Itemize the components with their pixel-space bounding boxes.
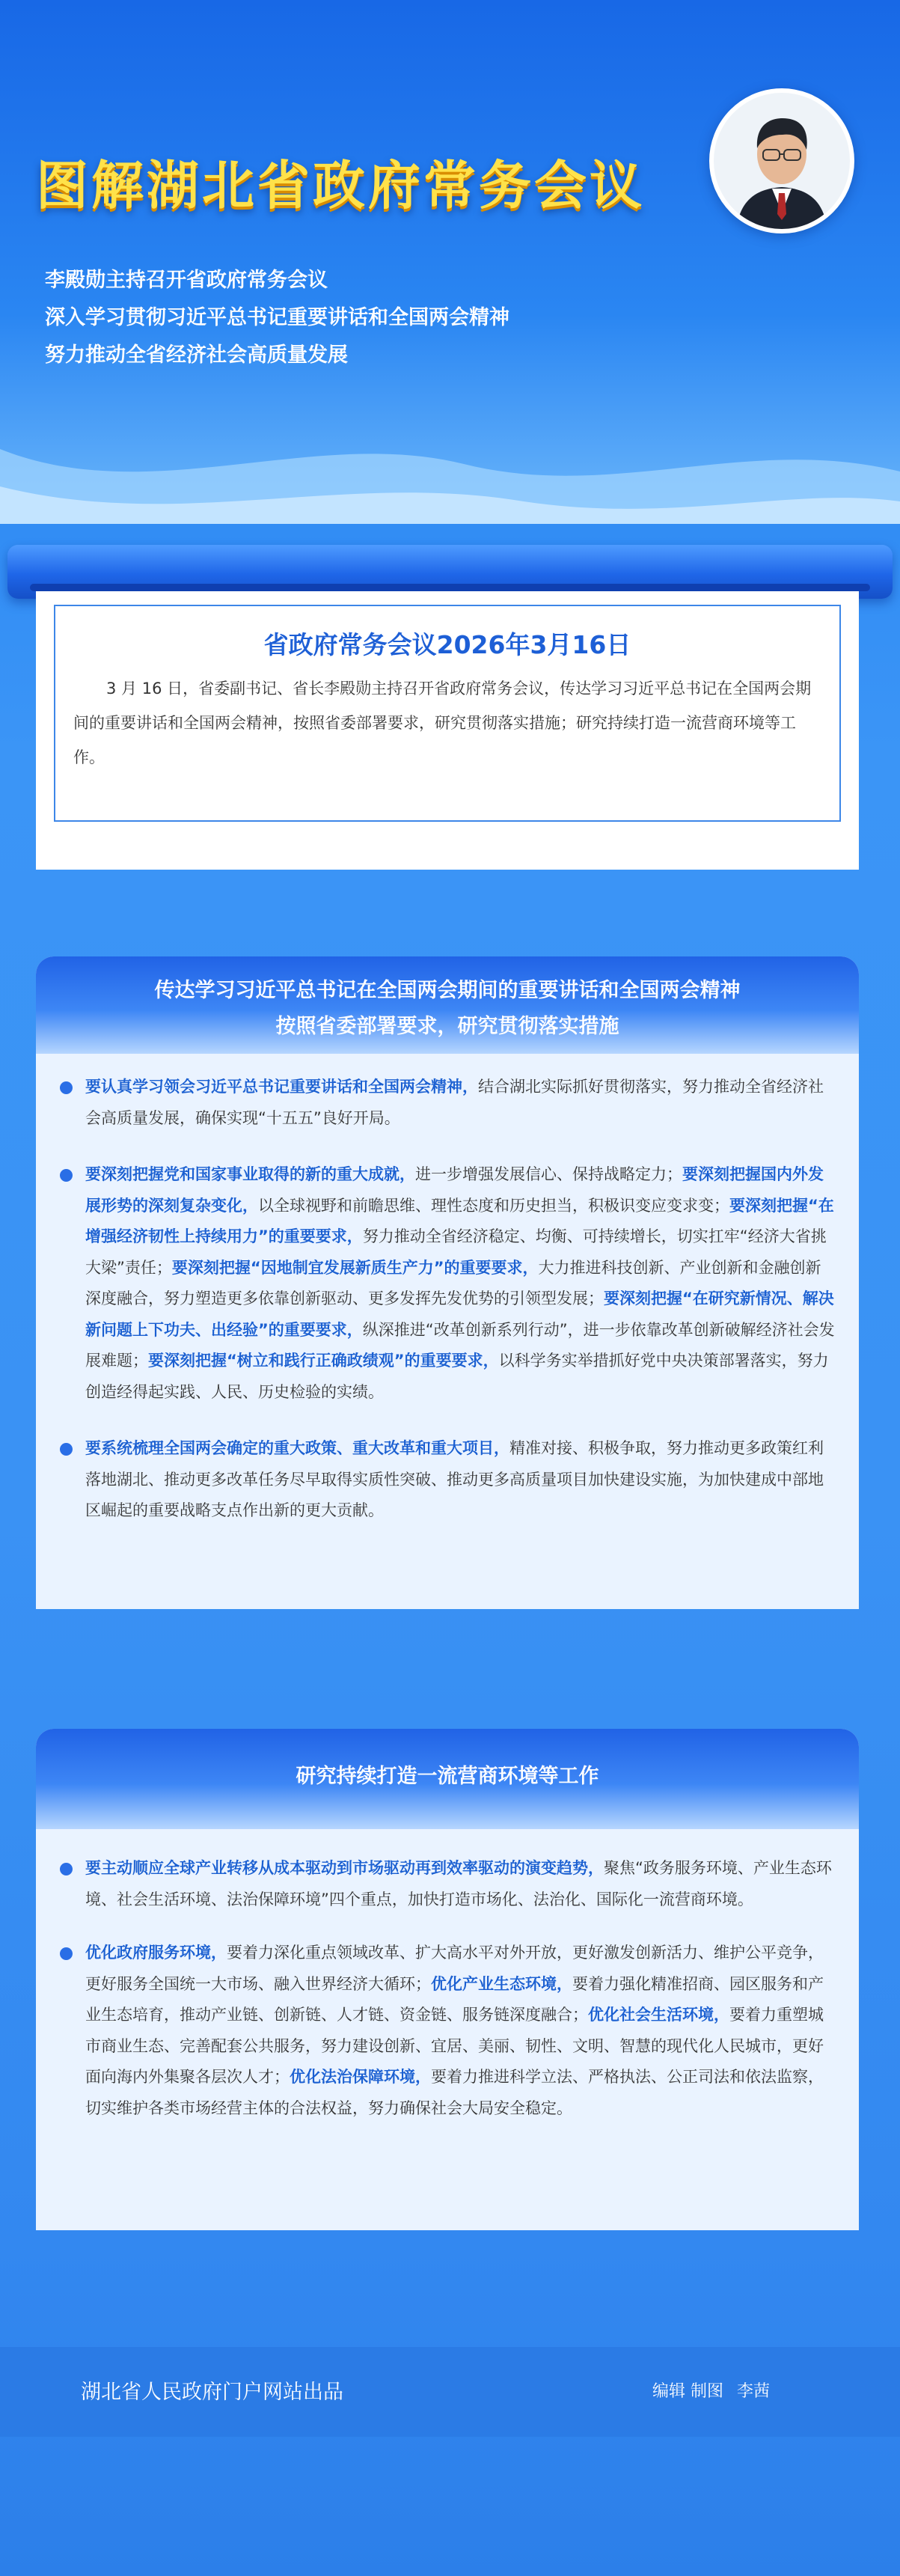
bullet-paragraph [60, 1433, 835, 1527]
body-text: 精准对接、积极争取，努力推动更多政策红利落地湖北、推动更多改革任务尽早取得实质性突破、推动更多高质量项目加快建设实施，为加快建成中部地区崛起的重要战略支点作出新的更大贡献。 [85, 1439, 824, 1519]
section-heading-line: 传达学习习近平总书记在全国两会期间的重要讲话和全国两会精神 [154, 979, 741, 1002]
highlight-text: 要主动顺应全球产业转移从成本驱动到市场驱动再到效率驱动的演变趋势， [85, 1859, 604, 1877]
section-two-sessions [36, 956, 859, 1609]
section-heading-line: 按照省委部署要求，研究贯彻落实措施 [275, 1015, 619, 1038]
section-heading-line: 研究持续打造一流营商环境等工作 [296, 1765, 599, 1788]
bullet-paragraph [60, 1938, 835, 2124]
highlight-text: 要深刻把握“树立和践行正确政绩观”的重要要求， [148, 1352, 499, 1370]
section-header [36, 1729, 859, 1829]
meeting-title: 省政府常务会议2026年3月16日 [263, 630, 631, 659]
page-title: 图解湖北省政府常务会议 [36, 155, 645, 216]
subtitle-line: 深入学习贯彻习近平总书记重要讲话和全国两会精神 [45, 306, 509, 329]
subtitle-list [45, 262, 509, 374]
footer-credits [652, 2378, 770, 2402]
highlight-text: 要系统梳理全国两会确定的重大政策、重大改革和重大项目， [85, 1439, 509, 1457]
highlight-text: 优化法治保障环境， [290, 2068, 431, 2086]
body-text: 要着力强化精准招商、园区服务和产业生态培育，推动产业链、创新链、人才链、资金链、服务链深度融合； [85, 1974, 824, 2024]
highlight-text: 优化政府服务环境， [85, 1944, 227, 1962]
footer-source: 湖北省人民政府门户网站出品 [81, 2381, 343, 2404]
wave-decoration [0, 419, 900, 524]
body-text: 要着力深化重点领域改革、扩大高水平对外开放，更好激发创新活力、维护公平竞争，更好服务全国统一大市场、融入世界经济大循环； [85, 1944, 824, 1993]
body-text: 要着力推进科学立法、严格执法、公正司法和依法监察，切实维护各类市场经营主体的合法权益，努力确保社会大局安全稳定。 [85, 2068, 824, 2117]
subtitle-line: 李殿勋主持召开省政府常务会议 [45, 269, 328, 292]
highlight-text: 优化社会生活环境， [588, 2006, 729, 2024]
bullet-paragraph [60, 1072, 835, 1134]
highlight-text: 要深刻把握“在增强经济韧性上持续用力”的重要要求， [85, 1196, 834, 1245]
body-text: 聚焦“政务服务环境、产业生态环境、社会生活环境、法治保障环境”四个重点，加快打造市场化、法治化、国际化一流营商环境。 [85, 1859, 832, 1908]
highlight-text: 要深刻把握“在研究新情况、解决新问题上下功夫、出经验”的重要要求， [85, 1289, 834, 1339]
section-business-environment [36, 1729, 859, 2230]
highlight-text: 要深刻把握党和国家事业取得的新的重大成就， [85, 1165, 415, 1183]
body-text: 要着力重塑城市商业生态、完善配套公共服务，努力建设创新、宜居、美丽、韧性、文明、智慧的现代化人民城市，更好面向海内外集聚各层次人才； [85, 2006, 824, 2086]
subtitle-line: 努力推动全省经济社会高质量发展 [45, 344, 348, 367]
body-text: 大力推进科技创新、产业创新和金融创新深度融合，努力塑造更多依靠创新驱动、更多发挥先发优势的引领型发展； [85, 1258, 821, 1307]
bullet-paragraph [60, 1159, 835, 1408]
section-body [36, 1054, 859, 1527]
body-text: 以全球视野和前瞻思维、理性态度和历史担当，积极识变应变求变； [258, 1196, 729, 1215]
footer [0, 2347, 900, 2437]
bullet-paragraph [60, 1853, 835, 1915]
highlight-text: 优化产业生态环境， [431, 1974, 572, 1993]
body-text: 结合湖北实际抓好贯彻落实，努力推动全省经济社会高质量发展，确保实现“十五五”良好开局。 [85, 1078, 824, 1127]
meeting-card [36, 591, 859, 870]
highlight-text: 要深刻把握“因地制宜发展新质生产力”的重要要求， [171, 1258, 539, 1277]
body-text: 以科学务实举措抓好党中央决策部署落实，努力创造经得起实践、人民、历史检验的实绩。 [85, 1352, 829, 1401]
section-body [36, 1829, 859, 2124]
portrait-photo [709, 88, 854, 234]
body-text: 进一步增强发展信心、保持战略定力； [415, 1165, 682, 1183]
header-banner [0, 0, 900, 524]
body-text: 纵深推进“改革创新系列行动”，进一步依靠改革创新破解经济社会发展难题； [85, 1320, 835, 1370]
highlight-text: 要认真学习领会习近平总书记重要讲话和全国两会精神， [85, 1078, 478, 1096]
editor-name: 李茜 [737, 2382, 771, 2401]
body-text: 努力推动全省经济稳定、均衡、可持续增长，切实扛牢“经济大省挑大梁”责任； [85, 1227, 827, 1277]
highlight-text: 要深刻把握国内外发展形势的深刻复杂变化， [85, 1165, 824, 1215]
meeting-card-frame [54, 605, 841, 822]
meeting-summary: 3 月 16 日，省委副书记、省长李殿勋主持召开省政府常务会议，传达学习习近平总书记在全国两会期间的重要讲话和全国两会精神，按照省委部署要求，研究贯彻落实措施；研究持续打造一流营商环境等工作。 [73, 680, 812, 766]
editor-label: 编辑 制图 [652, 2382, 723, 2401]
section-header [36, 956, 859, 1054]
